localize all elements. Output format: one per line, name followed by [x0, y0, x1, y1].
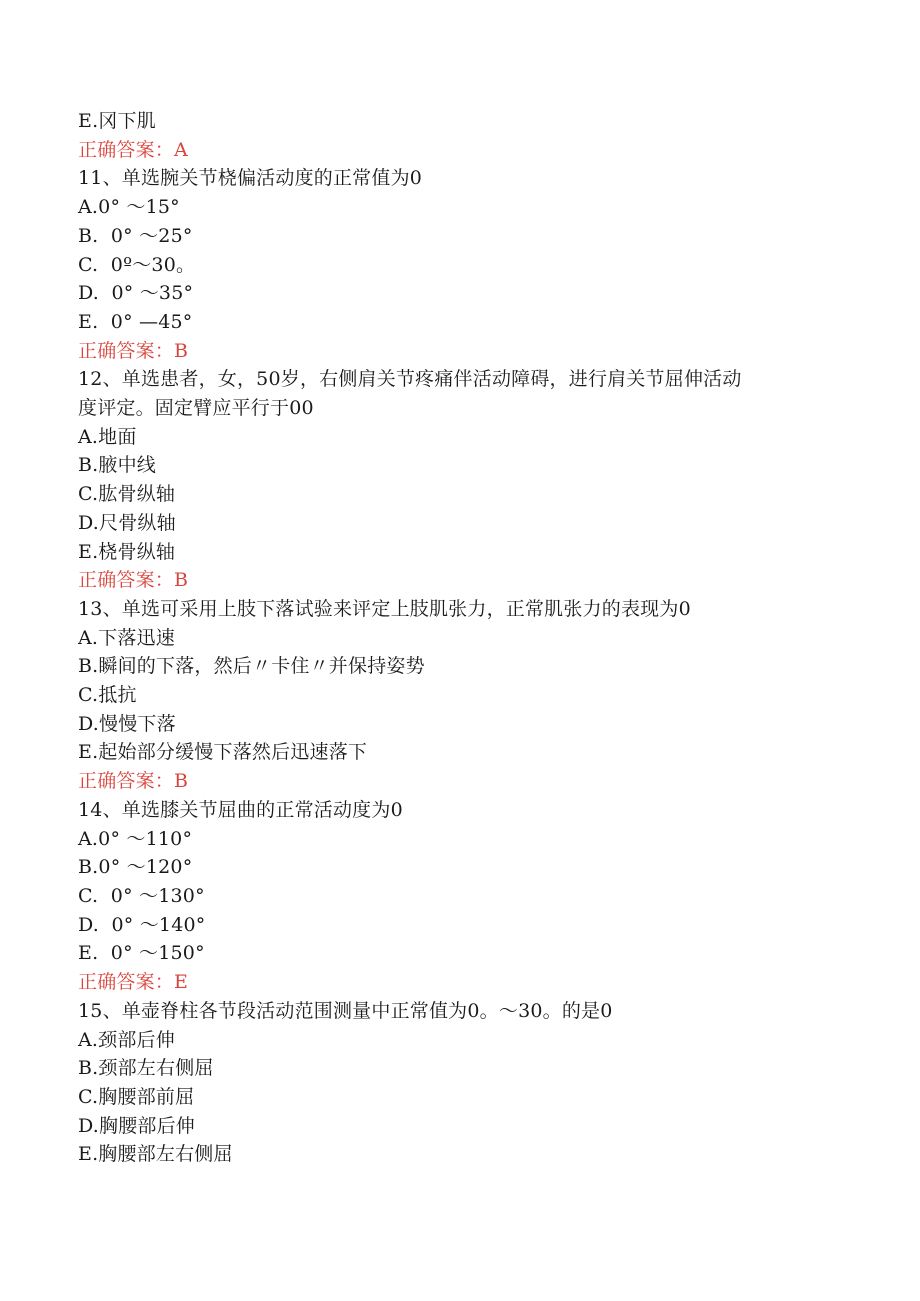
option-text: C.胸腰部前屈: [78, 1085, 195, 1108]
option-text: C. 0º～30。: [78, 253, 196, 276]
option-text: D. 0° ～140°: [78, 913, 206, 936]
option-text: B. 0° ～25°: [78, 224, 193, 247]
option-text: B.0° ～120°: [78, 856, 193, 879]
option-text: E.冈下肌: [78, 110, 156, 132]
question-text: 12、单选患者，女，50岁，右侧肩关节疼痛伴活动障碍，进行肩关节屈伸活动: [78, 368, 742, 391]
option-text: D.胸腰部后伸: [78, 1114, 195, 1137]
correct-answer: 正确答案：A: [78, 138, 188, 161]
question-text: 13、单选可采用上肢下落试验来评定上肢肌张力，正常肌张力的表现为0: [78, 597, 691, 620]
question-text: 11、单选腕关节桡偏活动度的正常值为0: [78, 167, 423, 190]
correct-answer: 正确答案：B: [78, 339, 189, 362]
option-text: A.下落迅速: [78, 626, 175, 649]
option-text: E. 0° ～150°: [78, 942, 205, 965]
option-text: A.0° ～15°: [78, 196, 180, 219]
correct-answer: 正确答案：E: [78, 971, 189, 994]
document-body: [78, 107, 848, 1169]
option-text: C.抵抗: [78, 684, 137, 707]
option-text: D.慢慢下落: [78, 712, 176, 735]
option-text: E.桡骨纵轴: [78, 540, 176, 563]
correct-answer: 正确答案：B: [78, 569, 189, 592]
option-text: D.尺骨纵轴: [78, 511, 176, 534]
option-text: B.颈部左右侧屈: [78, 1057, 214, 1080]
option-text: E.胸腰部左右侧屈: [78, 1143, 233, 1166]
option-text: B.瞬间的下落，然后〃卡住〃并保持姿势: [78, 655, 425, 678]
correct-answer: 正确答案：B: [78, 770, 189, 793]
question-text: 15、单壶脊柱各节段活动范围测量中正常值为0。～30。的是0: [78, 999, 613, 1022]
option-text: D. 0° ～35°: [78, 282, 194, 305]
option-text: A.颈部后伸: [78, 1028, 175, 1051]
option-text: C.肱骨纵轴: [78, 483, 176, 506]
option-text: B.腋中线: [78, 454, 157, 477]
question-text: 度评定。固定臂应平行于00: [78, 397, 314, 420]
option-text: E. 0° —45°: [78, 310, 193, 333]
option-text: A.地面: [78, 425, 137, 448]
option-text: E.起始部分缓慢下落然后迅速落下: [78, 741, 368, 764]
question-text: 14、单选膝关节屈曲的正常活动度为0: [78, 798, 403, 821]
option-text: A.0° ～110°: [78, 827, 193, 850]
option-text: C. 0° ～130°: [78, 884, 205, 907]
